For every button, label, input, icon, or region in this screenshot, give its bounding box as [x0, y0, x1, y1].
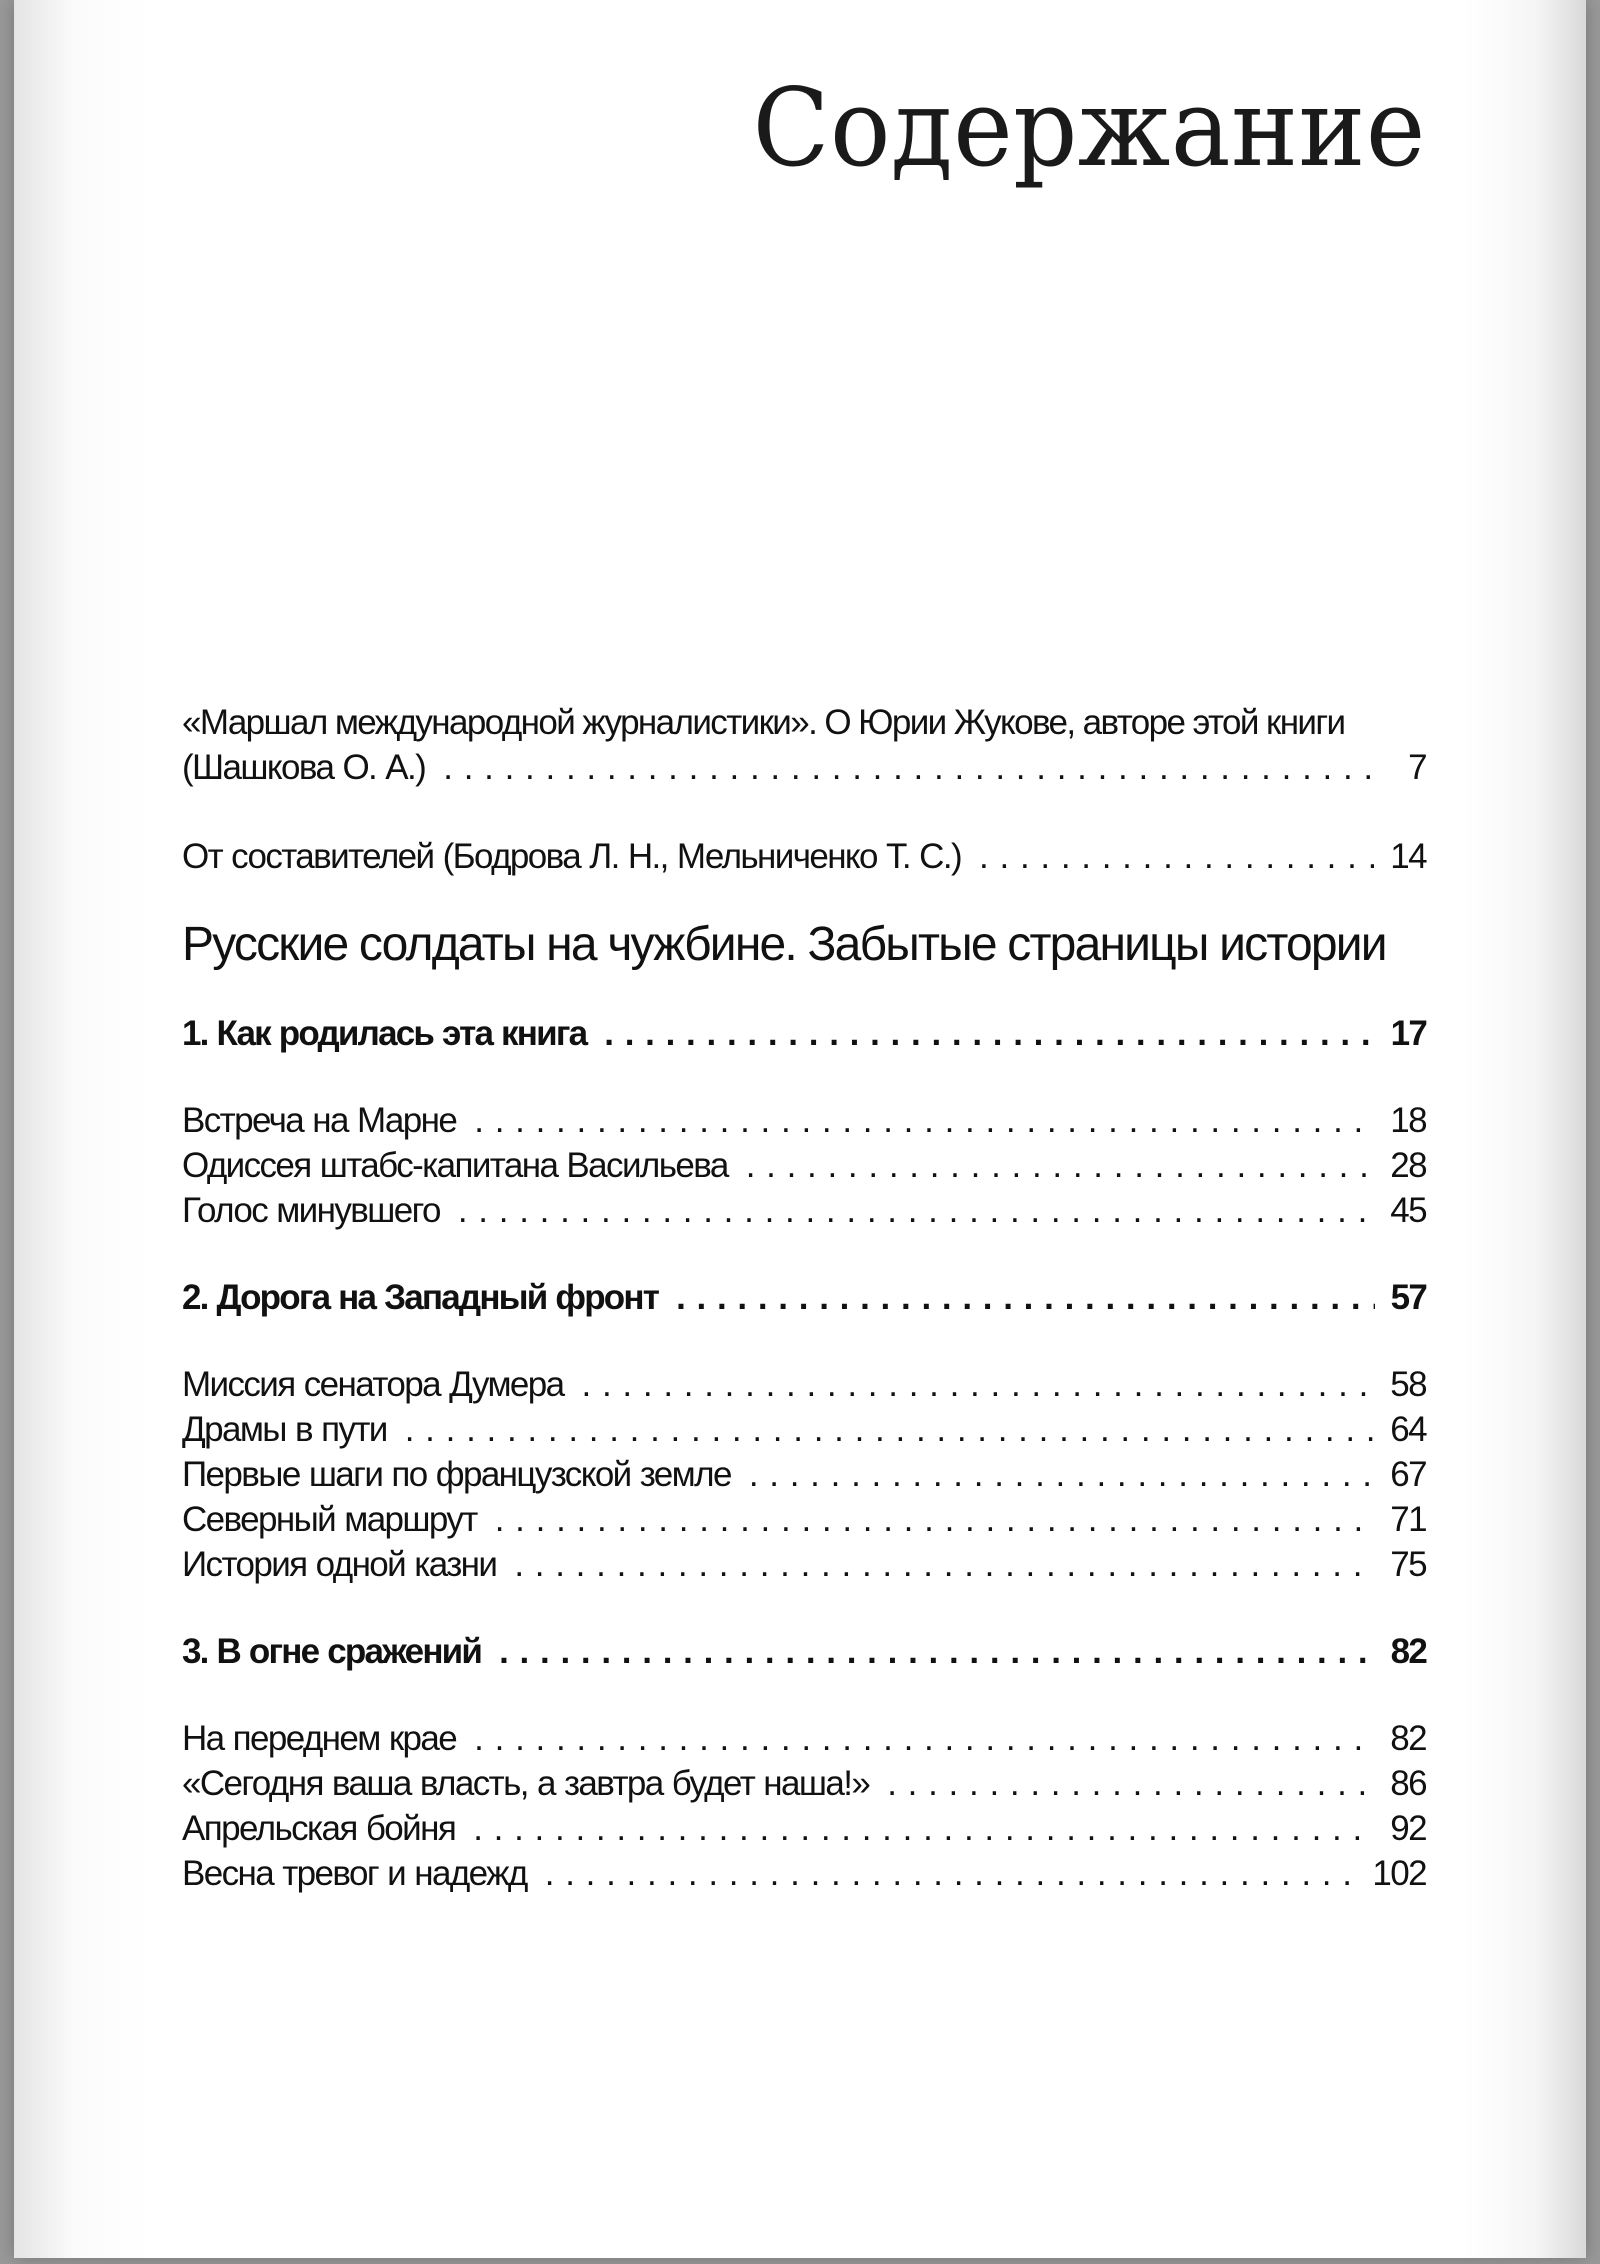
section-title: Весна тревог и надежд [182, 1854, 527, 1893]
chapter-entry [182, 1011, 1426, 1056]
section-page-number: 71 [1390, 1500, 1426, 1539]
section-title: Встреча на Марне [182, 1101, 457, 1140]
part-title: Русские солдаты на чужбине. Забытые страницы истории [182, 918, 1386, 971]
dot-leader [499, 1629, 1375, 1674]
page-title: Содержание [752, 66, 1426, 191]
section-page-number: 18 [1390, 1101, 1426, 1140]
spacer [182, 1320, 1426, 1362]
dot-leader [604, 1011, 1374, 1056]
section-page-number: 102 [1372, 1854, 1426, 1893]
dot-leader [495, 1497, 1375, 1542]
section-title: История одной казни [182, 1545, 497, 1584]
section-entry [182, 1542, 1426, 1587]
section-title: На переднем крае [182, 1719, 457, 1758]
dot-leader [582, 1362, 1375, 1407]
section-entry [182, 1407, 1426, 1452]
section-page-number: 82 [1390, 1719, 1426, 1758]
section-title: Миссия сенатора Думера [182, 1365, 564, 1404]
chapter-page-number: 17 [1390, 1014, 1426, 1053]
spacer [182, 790, 1426, 834]
section-entry [182, 1716, 1426, 1761]
chapter-page-number: 57 [1390, 1278, 1426, 1317]
spacer [182, 1056, 1426, 1098]
spacer [182, 1587, 1426, 1629]
dot-leader [474, 1716, 1374, 1761]
section-title: «Сегодня ваша власть, а завтра будет наша!» [182, 1764, 870, 1803]
spacer [182, 1674, 1426, 1716]
section-entry [182, 1452, 1426, 1497]
section-title: Голос минувшего [182, 1191, 440, 1230]
chapter-title: 2. Дорога на Западный фронт [182, 1278, 659, 1317]
toc-entry [182, 834, 1426, 879]
spacer [182, 1233, 1426, 1275]
dot-leader [545, 1851, 1357, 1896]
dot-leader [749, 1452, 1374, 1497]
section-page-number: 67 [1390, 1455, 1426, 1494]
section-page-number: 86 [1390, 1764, 1426, 1803]
chapter-title: 3. В огне сражений [182, 1632, 482, 1671]
toc-entry-title: От составителей (Бодрова Л. Н., Мельниченко Т. С.) [182, 837, 962, 876]
table-of-contents [182, 700, 1426, 1896]
toc-page-number: 14 [1390, 837, 1426, 876]
section-entry [182, 1188, 1426, 1233]
chapter-entry [182, 1275, 1426, 1320]
section-entry [182, 1761, 1426, 1806]
dot-leader [746, 1143, 1375, 1188]
section-entry [182, 1851, 1426, 1896]
section-page-number: 92 [1390, 1809, 1426, 1848]
dot-leader [676, 1275, 1375, 1320]
section-page-number: 64 [1390, 1410, 1426, 1449]
toc-entry [182, 745, 1426, 790]
chapter-entry [182, 1629, 1426, 1674]
section-entry [182, 1098, 1426, 1143]
section-entry [182, 1362, 1426, 1407]
section-title: Одиссея штабс-капитана Васильева [182, 1146, 728, 1185]
dot-leader [443, 745, 1376, 790]
dot-leader [979, 834, 1374, 879]
toc-entry-title: (Шашкова О. А.) [182, 748, 426, 787]
section-title: Северный маршрут [182, 1500, 477, 1539]
section-title: Апрельская бойня [182, 1809, 456, 1848]
toc-entry-line: «Маршал международной журналистики». О Юрии Жукове, авторе этой книги [182, 703, 1345, 742]
section-entry [182, 1143, 1426, 1188]
toc-page-number: 7 [1408, 748, 1426, 787]
book-page [14, 0, 1586, 2258]
chapter-page-number: 82 [1390, 1632, 1426, 1671]
section-title: Первые шаги по французской земле [182, 1455, 731, 1494]
spacer [182, 879, 1426, 917]
section-page-number: 75 [1390, 1545, 1426, 1584]
section-page-number: 45 [1390, 1191, 1426, 1230]
spacer [182, 973, 1426, 1011]
chapter-title: 1. Как родилась эта книга [182, 1014, 587, 1053]
section-page-number: 58 [1390, 1365, 1426, 1404]
dot-leader [473, 1806, 1374, 1851]
section-entry [182, 1497, 1426, 1542]
dot-leader [474, 1098, 1374, 1143]
dot-leader [458, 1188, 1374, 1233]
dot-leader [514, 1542, 1374, 1587]
section-entry [182, 1806, 1426, 1851]
section-title: Драмы в пути [182, 1410, 387, 1449]
dot-leader [405, 1407, 1375, 1452]
dot-leader [887, 1761, 1374, 1806]
section-page-number: 28 [1390, 1146, 1426, 1185]
